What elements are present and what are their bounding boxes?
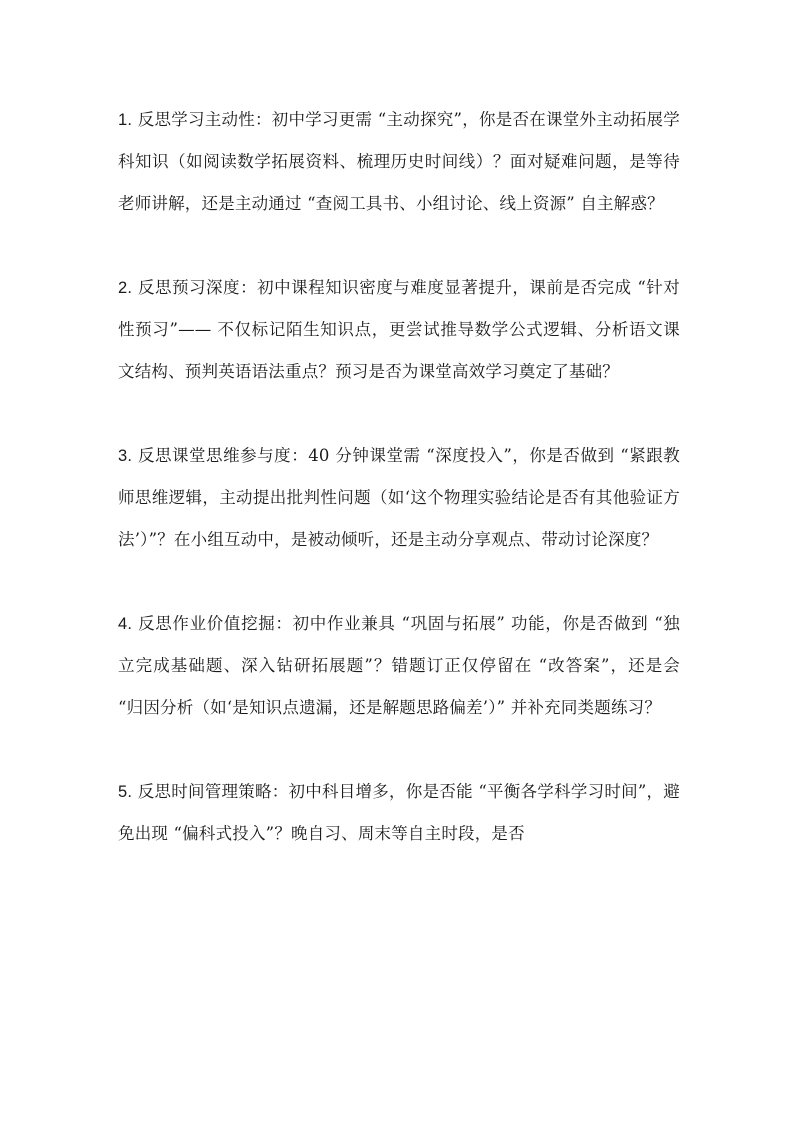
paragraph-number: 4. bbox=[118, 615, 133, 633]
paragraph-number: 1. bbox=[118, 111, 133, 129]
paragraph-number: 3. bbox=[118, 447, 133, 465]
paragraph-3 bbox=[118, 435, 680, 561]
paragraph-text: 反思时间管理策略：初中科目增多，你是否能 “平衡各学科学习时间”，避免出现 “偏科式投入”？晚自习、周末等自主时段，是否 bbox=[118, 782, 680, 843]
paragraph-text: 反思预习深度：初中课程知识密度与难度显著提升，课前是否完成 “针对性预习”—— 不仅标记陌生知识点，更尝试推导数学公式逻辑、分析语文课文结构、预判英语语法重点？预习是否为课堂高效学习奠定了基础？ bbox=[118, 278, 681, 381]
paragraph-number: 2. bbox=[118, 279, 133, 297]
paragraph-number: 5. bbox=[118, 783, 133, 801]
paragraph-4 bbox=[118, 603, 680, 729]
paragraph-text: 反思作业价值挖掘：初中作业兼具 “巩固与拓展” 功能，你是否做到 “独立完成基础题、深入钻研拓展题”？错题订正仅停留在 “改答案”，还是会 “归因分析（如‘是知识点遗漏，还是解题思路偏差’）” 并补充同类题练习？ bbox=[118, 614, 680, 717]
paragraph-text: 反思学习主动性：初中学习更需 “主动探究”，你是否在课堂外主动拓展学科知识（如阅读数学拓展资料、梳理历史时间线）？面对疑难问题，是等待老师讲解，还是主动通过 “查阅工具书、小组讨论、线上资源” 自主解惑？ bbox=[118, 110, 680, 213]
paragraph-1 bbox=[118, 99, 680, 225]
paragraph-5 bbox=[118, 771, 680, 855]
document-page bbox=[118, 99, 680, 897]
paragraph-text: 反思课堂思维参与度：40 分钟课堂需 “深度投入”，你是否做到 “紧跟教师思维逻辑，主动提出批判性问题（如‘这个物理实验结论是否有其他验证方法’）”？在小组互动中，是被动倾听，还是主动分享观点、带动讨论深度？ bbox=[118, 446, 680, 549]
paragraph-2 bbox=[118, 267, 680, 393]
